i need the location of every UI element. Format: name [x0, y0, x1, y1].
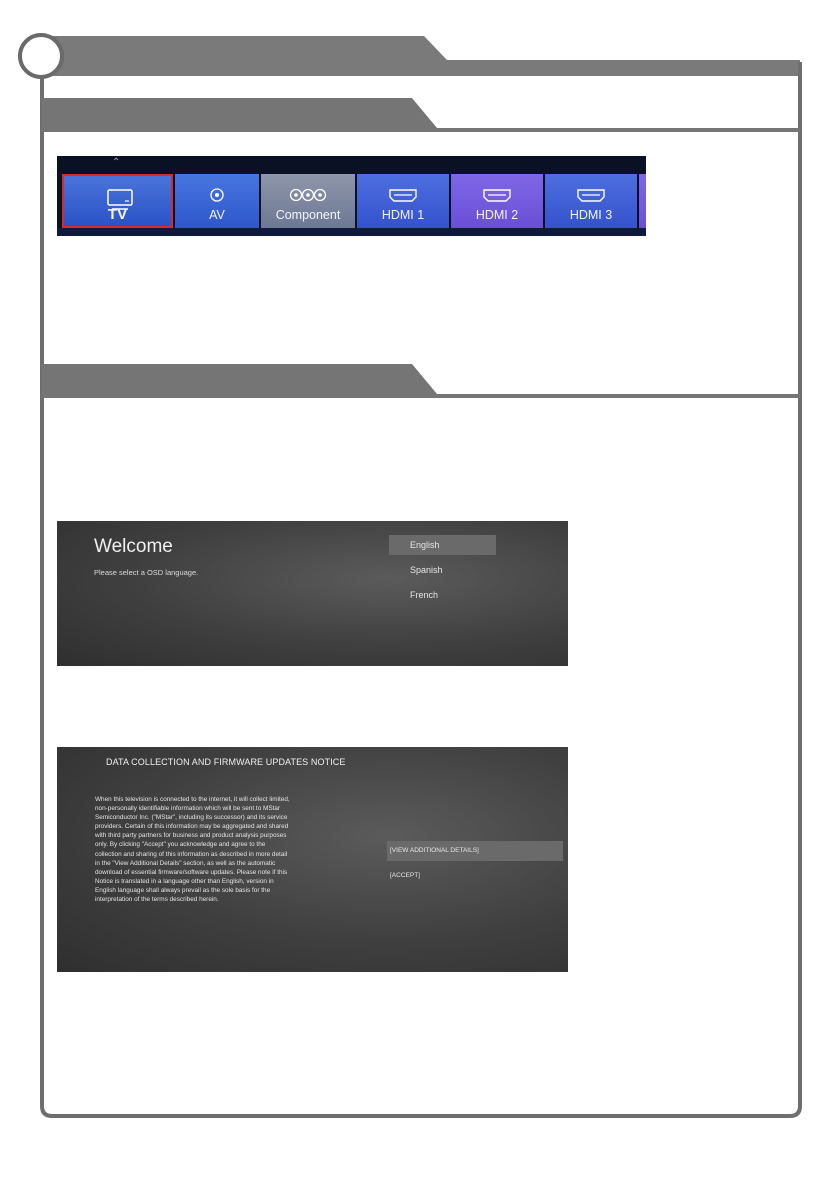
notice-body	[95, 795, 395, 904]
accept-option[interactable]: [ACCEPT]	[390, 872, 420, 879]
chapter-number-badge	[20, 35, 62, 77]
source-tile-tv[interactable]	[62, 174, 173, 228]
language-option-french[interactable]: French	[410, 590, 439, 600]
notice-body-line: Notice is translated in a language other than English, version in	[95, 877, 274, 885]
notice-body-line: in the "View Additional Details" section, as well as the automatic	[95, 859, 276, 867]
source-tile-label: AV	[209, 208, 225, 222]
av-input-icon	[175, 187, 259, 203]
tv-icon	[64, 189, 171, 205]
source-tile-label: HDMI 2	[475, 208, 519, 222]
source-tile-partial[interactable]	[639, 174, 646, 228]
welcome-subtitle: Please select a OSD language.	[94, 568, 199, 577]
source-tile-label: TV	[107, 206, 128, 223]
input-source-bar	[57, 156, 646, 236]
hdmi-port-icon	[545, 187, 637, 203]
notice-body-line: download of essential firmware/software updates. Please note if this	[95, 868, 288, 876]
section-header-2	[42, 364, 800, 398]
notice-body-line: When this television is connected to the internet, it will collect limited,	[95, 796, 290, 803]
notice-body-line: with third party partners for business and product analysis purposes	[95, 832, 287, 840]
source-tile-label: HDMI 1	[381, 208, 425, 222]
page-indicator	[57, 658, 568, 666]
chapter-header-bar	[42, 36, 800, 76]
notice-body-line: collection and sharing of this information as described in more detail	[95, 850, 288, 858]
data-notice-screen	[57, 747, 568, 972]
source-tile-component[interactable]	[261, 174, 355, 228]
page-indicator	[57, 963, 568, 972]
hdmi-port-icon	[451, 187, 543, 203]
source-tile-av[interactable]	[175, 174, 259, 228]
notice-body-line: Semiconductor Inc. ("MStar", including its successor) and its service	[95, 814, 288, 822]
notice-title: DATA COLLECTION AND FIRMWARE UPDATES NOTICE	[106, 757, 346, 767]
chevron-up-icon: ⌃	[112, 157, 121, 168]
notice-body-line: non-personally identifiable information which will be sent to MStar	[95, 805, 281, 813]
source-tile-label: Component	[275, 208, 341, 222]
view-additional-details-option[interactable]: [VIEW ADDITIONAL DETAILS]	[387, 841, 563, 861]
notice-body-line: providers. Certain of this information may be aggregated and shared	[95, 823, 289, 831]
source-tile-hdmi-1[interactable]	[357, 174, 449, 228]
component-input-icon	[261, 187, 355, 203]
hdmi-port-icon	[357, 187, 449, 203]
section-header-1	[42, 98, 800, 132]
welcome-screen	[57, 521, 568, 666]
source-tile-label: HDMI 3	[569, 208, 613, 222]
notice-body-line: English language shall always prevail as the sole basis for the	[95, 886, 271, 894]
notice-body-line: interpretation of the terms described herein.	[95, 896, 219, 904]
source-tile-hdmi-3[interactable]	[545, 174, 637, 228]
notice-body-line: only. By clicking "Accept" you acknowledge and agree to the	[95, 841, 266, 849]
source-tile-hdmi-2[interactable]	[451, 174, 543, 228]
source-bar-footer	[57, 228, 646, 236]
language-option-english[interactable]: English	[389, 535, 496, 555]
welcome-title: Welcome	[94, 536, 173, 557]
language-option-spanish[interactable]: Spanish	[410, 565, 443, 575]
